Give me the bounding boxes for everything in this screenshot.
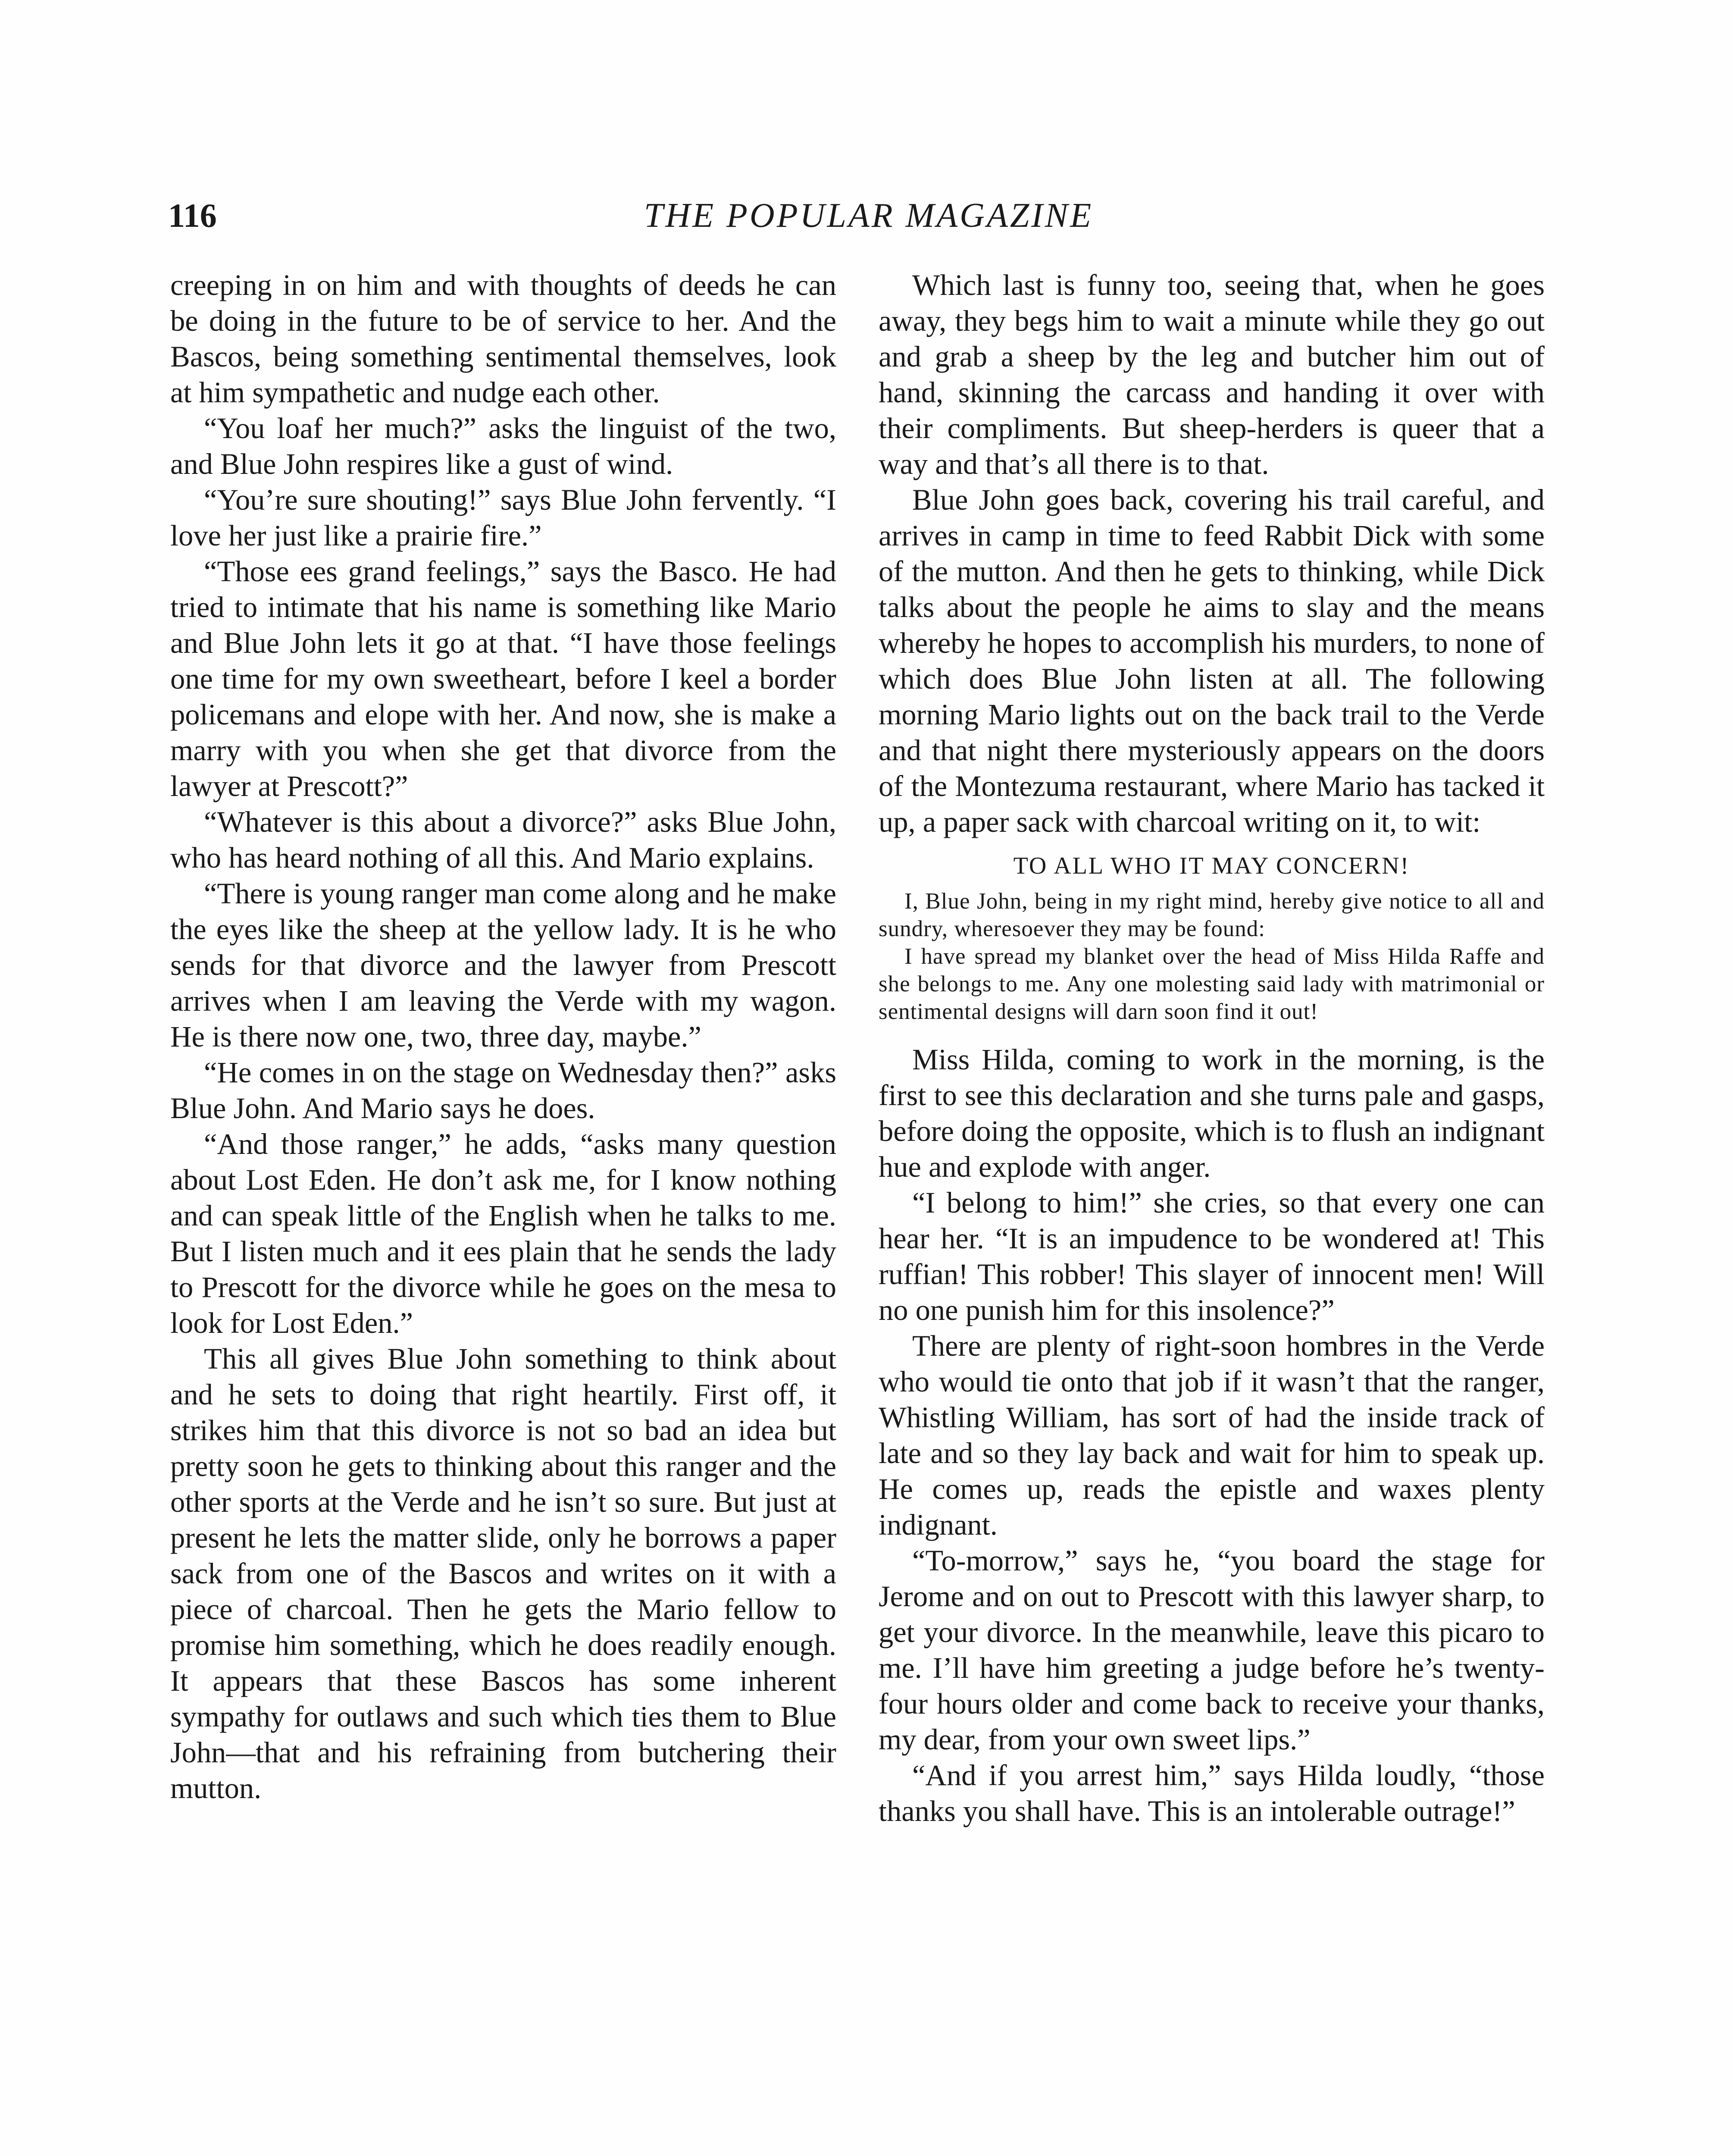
paragraph: This all gives Blue John something to think about and he sets to doing that right heartily. First off, it strikes him that this divorce is not so bad an idea but pretty soon he gets to thinking about this ranger and the other sports at the Verde and he isn’t so sure. But just at present he lets the matter slide, only he borrows a paper sack from one of the Bascos and writes on it with a piece of charcoal. Then he gets the Mario fellow to promise him something, which he does readily enough. It appears that these Bascos has some inherent sympathy for outlaws and such which ties them to Blue John—that and his refraining from butchering their mutton. [170,1342,836,1805]
notice-title: TO ALL WHO IT MAY CONCERN! [1013,852,1410,879]
left-column [170,267,836,1806]
paragraph: “Those ees grand feelings,” says the Basco. He had tried to intimate that his name is something like Mario and Blue John lets it go at that. “I have those feelings one time for my own sweetheart, before I keel a border policemans and elope with her. And now, she is make a marry with you when she get that divorce from the lawyer at Prescott?” [170,555,836,802]
paragraph: “You’re sure shouting!” says Blue John fervently. “I love her just like a prairie fire.” [170,483,836,552]
paragraph: “And those ranger,” he adds, “asks many question about Lost Eden. He don’t ask me, for I know nothing and can speak little of the English when he talks to me. But I listen much and it ees plain that he sends the lady to Prescott for the divorce while he goes on the mesa to look for Lost Eden.” [170,1128,836,1339]
paragraph: Miss Hilda, coming to work in the morning, is the first to see this declaration and she turns pale and gasps, before doing the opposite, which is to flush an indignant hue and explode with anger. [879,1043,1545,1183]
paragraph: Which last is funny too, seeing that, when he goes away, they begs him to wait a minute while they go out and grab a sheep by the leg and butcher him out of hand, skinning the carcass and handing it over with their compliments. But sheep-herders is queer that a way and that’s all there is to that. [879,269,1545,480]
page-header [168,190,1569,241]
notice-line: I, Blue John, being in my right mind, hereby give notice to all and sundry, wheresoever they may be found: [879,889,1545,941]
paragraph: “Whatever is this about a divorce?” asks Blue John, who has heard nothing of all this. And Mario explains. [170,805,836,874]
notice-block [879,849,1545,1025]
paragraph: “He comes in on the stage on Wednesday then?” asks Blue John. And Mario says he does. [170,1056,836,1125]
paragraph: “And if you arrest him,” says Hilda loudly, “those thanks you shall have. This is an intolerable outrage!” [879,1759,1545,1827]
paragraph: “There is young ranger man come along and he make the eyes like the sheep at the yellow lady. It is he who sends for that divorce and the lawyer from Prescott arrives when I am leaving the Verde with my wagon. He is there now one, two, three day, maybe.” [170,877,836,1053]
page-number: 116 [168,197,217,234]
paragraph: “You loaf her much?” asks the linguist of the two, and Blue John respires like a gust of wind. [170,412,836,480]
paragraph: “I belong to him!” she cries, so that every one can hear her. “It is an impudence to be wondered at! This ruffian! This robber! This slayer of innocent men! Will no one punish him for this insolence?” [879,1186,1545,1326]
right-column [879,267,1545,1829]
notice-line: I have spread my blanket over the head of Miss Hilda Raffe and she belongs to me. Any one molesting said lady with matrimonial or sentimental designs will darn soon find it out! [879,944,1545,1024]
paragraph: Blue John goes back, covering his trail careful, and arrives in camp in time to feed Rabbit Dick with some of the mutton. And then he gets to thinking, while Dick talks about the people he aims to slay and the means whereby he hopes to accomplish his murders, to none of which does Blue John listen at all. The following morning Mario lights out on the back trail to the Verde and that night there mysteriously appears on the doors of the Montezuma restaurant, where Mario has tacked it up, a paper sack with charcoal writing on it, to wit: [879,483,1545,838]
paragraph: There are plenty of right-soon hombres in the Verde who would tie onto that job if it wasn’t that the ranger, Whistling William, has sort of had the inside track of late and so they lay back and wait for him to speak up. He comes up, reads the epistle and waxes plenty indignant. [879,1329,1545,1541]
paragraph: “To-morrow,” says he, “you board the stage for Jerome and on out to Prescott with this lawyer sharp, to get your divorce. In the meanwhile, leave this picaro to me. I’ll have him greeting a judge before he’s twenty-four hours older and come back to receive your thanks, my dear, from your own sweet lips.” [879,1544,1545,1756]
magazine-title: THE POPULAR MAGAZINE [644,197,1094,235]
paragraph: creeping in on him and with thoughts of deeds he can be doing in the future to be of service to her. And the Bascos, being something sentimental themselves, look at him sympathetic and nudge each other. [170,269,836,409]
